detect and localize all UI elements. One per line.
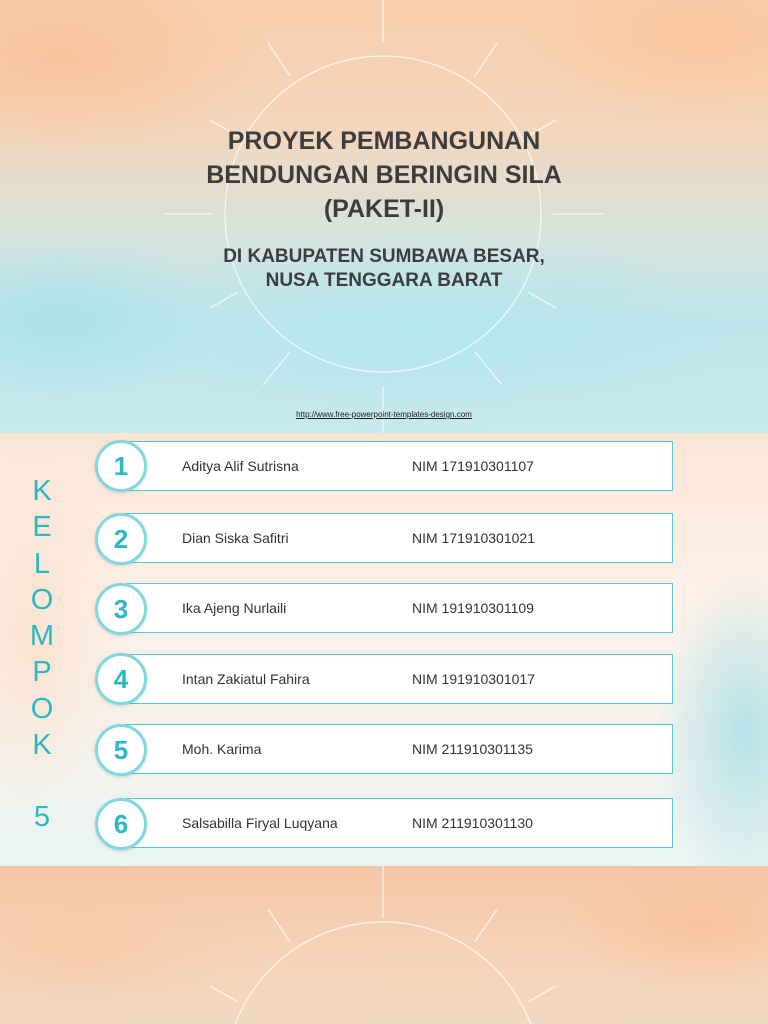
subtitle-line: DI KABUPATEN SUMBAWA BESAR, (223, 246, 545, 267)
group-label-spacer (22, 763, 62, 799)
group-label-letter: L (33, 547, 51, 580)
member-number-badge: 5 (95, 724, 147, 776)
member-row (126, 513, 673, 563)
group-label-letter: O (30, 583, 54, 616)
member-nim: NIM 211910301135 (412, 741, 533, 757)
group-label-letter: K (32, 475, 52, 507)
cover-slide (0, 0, 768, 433)
member-number-badge: 3 (95, 583, 147, 635)
group-label-letter: K (32, 729, 52, 762)
member-nim: NIM 171910301021 (412, 530, 535, 546)
group-label (22, 473, 62, 836)
group-label-letter: P (32, 656, 52, 689)
member-row (126, 583, 673, 633)
group-label-letter: M (29, 620, 55, 653)
presentation-subtitle (0, 245, 768, 293)
member-number-badge: 4 (95, 653, 147, 705)
member-name: Moh. Karima (182, 741, 262, 757)
title-line: PROYEK PEMBANGUNAN (227, 127, 541, 155)
member-row (126, 654, 673, 704)
template-url-link[interactable]: http://www.free-powerpoint-templates-design.com (296, 410, 472, 419)
title-line: BENDUNGAN BERINGIN SILA (206, 161, 562, 189)
member-nim: NIM 191910301017 (412, 671, 535, 687)
members-slide (0, 433, 768, 866)
member-number-badge: 2 (95, 513, 147, 565)
member-nim: NIM 191910301109 (412, 600, 534, 616)
member-number-badge: 1 (95, 440, 147, 492)
member-row (126, 724, 673, 774)
member-name: Ika Ajeng Nurlaili (182, 600, 287, 616)
member-row (126, 798, 673, 848)
member-row (126, 441, 673, 491)
sunburst-decoration (0, 866, 768, 1024)
member-number-badge: 6 (95, 798, 147, 850)
member-name: Dian Siska Safitri (182, 530, 289, 546)
group-label-letter: E (32, 511, 52, 544)
presentation-title (0, 124, 768, 226)
member-name: Salsabilla Firyal Luqyana (182, 815, 338, 831)
group-number: 5 (33, 801, 51, 834)
member-nim: NIM 211910301130 (412, 815, 533, 831)
group-label-letter: O (30, 692, 54, 725)
member-name: Intan Zakiatul Fahira (182, 671, 310, 687)
title-line: (PAKET-II) (323, 195, 445, 223)
subtitle-line: NUSA TENGGARA BARAT (265, 270, 503, 291)
member-name: Aditya Alif Sutrisna (182, 458, 299, 474)
next-slide-preview (0, 866, 768, 1024)
member-nim: NIM 171910301107 (412, 458, 534, 474)
